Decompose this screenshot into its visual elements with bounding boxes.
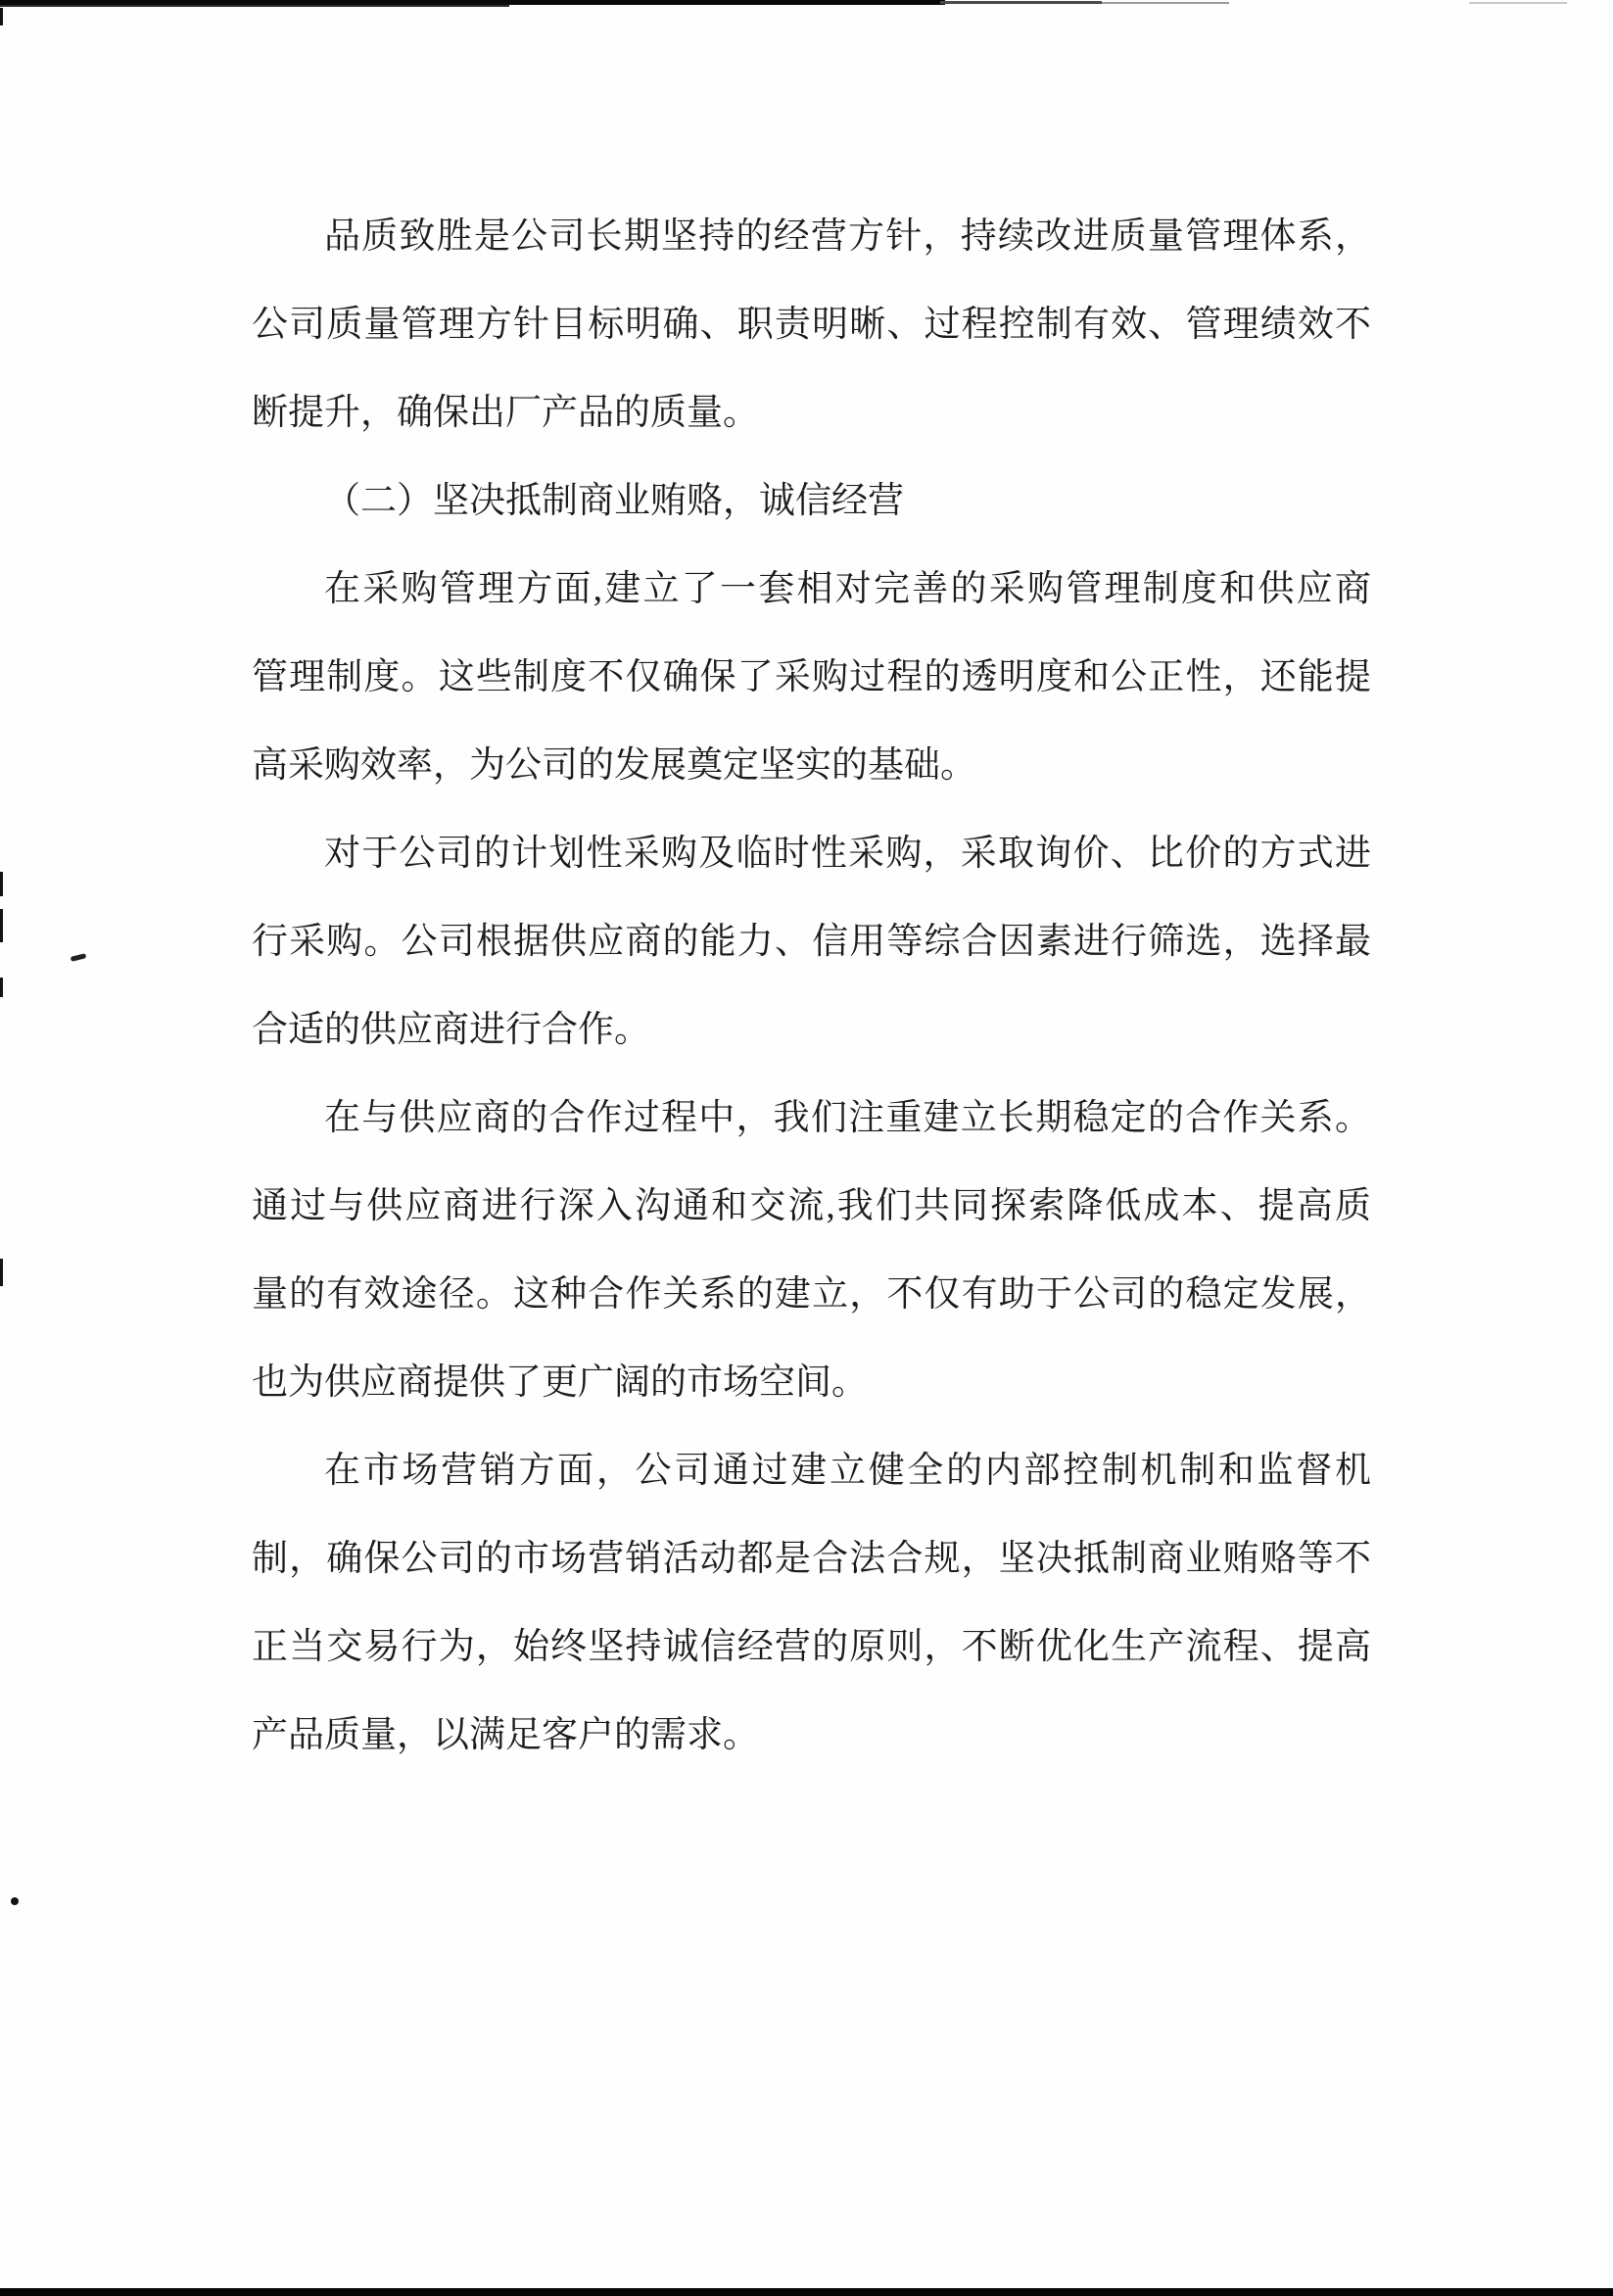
scan-artifact-left-edge-mark — [0, 909, 3, 942]
text-line: 行采购。公司根据供应商的能力、信用等综合因素进行筛选，选择最 — [252, 922, 1371, 962]
scan-artifact-stray-dash — [71, 953, 87, 962]
text-line: 品质致胜是公司长期坚持的经营方针，持续改进质量管理体系， — [324, 216, 1371, 257]
text-line: 管理制度。这些制度不仅确保了采购过程的透明度和公正性，还能提 — [252, 657, 1371, 697]
section-heading: （二）坚决抵制商业贿赂，诚信经营 — [324, 481, 904, 521]
text-line: 在与供应商的合作过程中，我们注重建立长期稳定的合作关系。 — [324, 1098, 1371, 1138]
text-line: 正当交易行为，始终坚持诚信经营的原则，不断优化生产流程、提高 — [252, 1627, 1371, 1667]
scan-artifact-top-edge-jag — [0, 5, 509, 7]
scan-artifact-left-edge-mark — [0, 978, 3, 997]
scan-artifact-bottom-edge — [0, 2288, 1613, 2296]
text-block — [252, 193, 1371, 1780]
text-line: 高采购效率，为公司的发展奠定坚实的基础。 — [252, 745, 976, 786]
text-line: 制，确保公司的市场营销活动都是合法合规，坚决抵制商业贿赂等不 — [252, 1539, 1371, 1579]
text-line: 在采购管理方面,建立了一套相对完善的采购管理制度和供应商 — [324, 569, 1371, 609]
text-line: 对于公司的计划性采购及临时性采购，采取询价、比价的方式进 — [324, 834, 1371, 874]
scan-artifact-left-edge-mark — [0, 1259, 3, 1286]
scan-artifact-stray-dot — [11, 1897, 19, 1905]
text-line: 合适的供应商进行合作。 — [252, 1010, 650, 1050]
text-line: 在市场营销方面，公司通过建立健全的内部控制机制和监督机 — [324, 1451, 1371, 1491]
text-line: 通过与供应商进行深入沟通和交流,我们共同探索降低成本、提高质 — [252, 1186, 1371, 1226]
scan-artifact-left-edge-mark — [0, 872, 3, 896]
scan-artifact-top-edge-fade — [940, 1, 1102, 4]
scan-artifact-top-edge-dashes — [1102, 2, 1229, 4]
text-line: 也为供应商提供了更广阔的市场空间。 — [252, 1363, 868, 1403]
text-line: 公司质量管理方针目标明确、职责明晰、过程控制有效、管理绩效不 — [252, 305, 1371, 345]
text-line: 产品质量，以满足客户的需求。 — [252, 1715, 759, 1755]
text-line: 断提升，确保出厂产品的质量。 — [252, 393, 759, 433]
scan-artifact-top-edge — [0, 0, 945, 5]
scan-artifact-top-right-faint — [1469, 2, 1567, 4]
text-line: 量的有效途径。这种合作关系的建立，不仅有助于公司的稳定发展， — [252, 1274, 1371, 1315]
scan-artifact-left-edge-mark — [0, 8, 3, 25]
